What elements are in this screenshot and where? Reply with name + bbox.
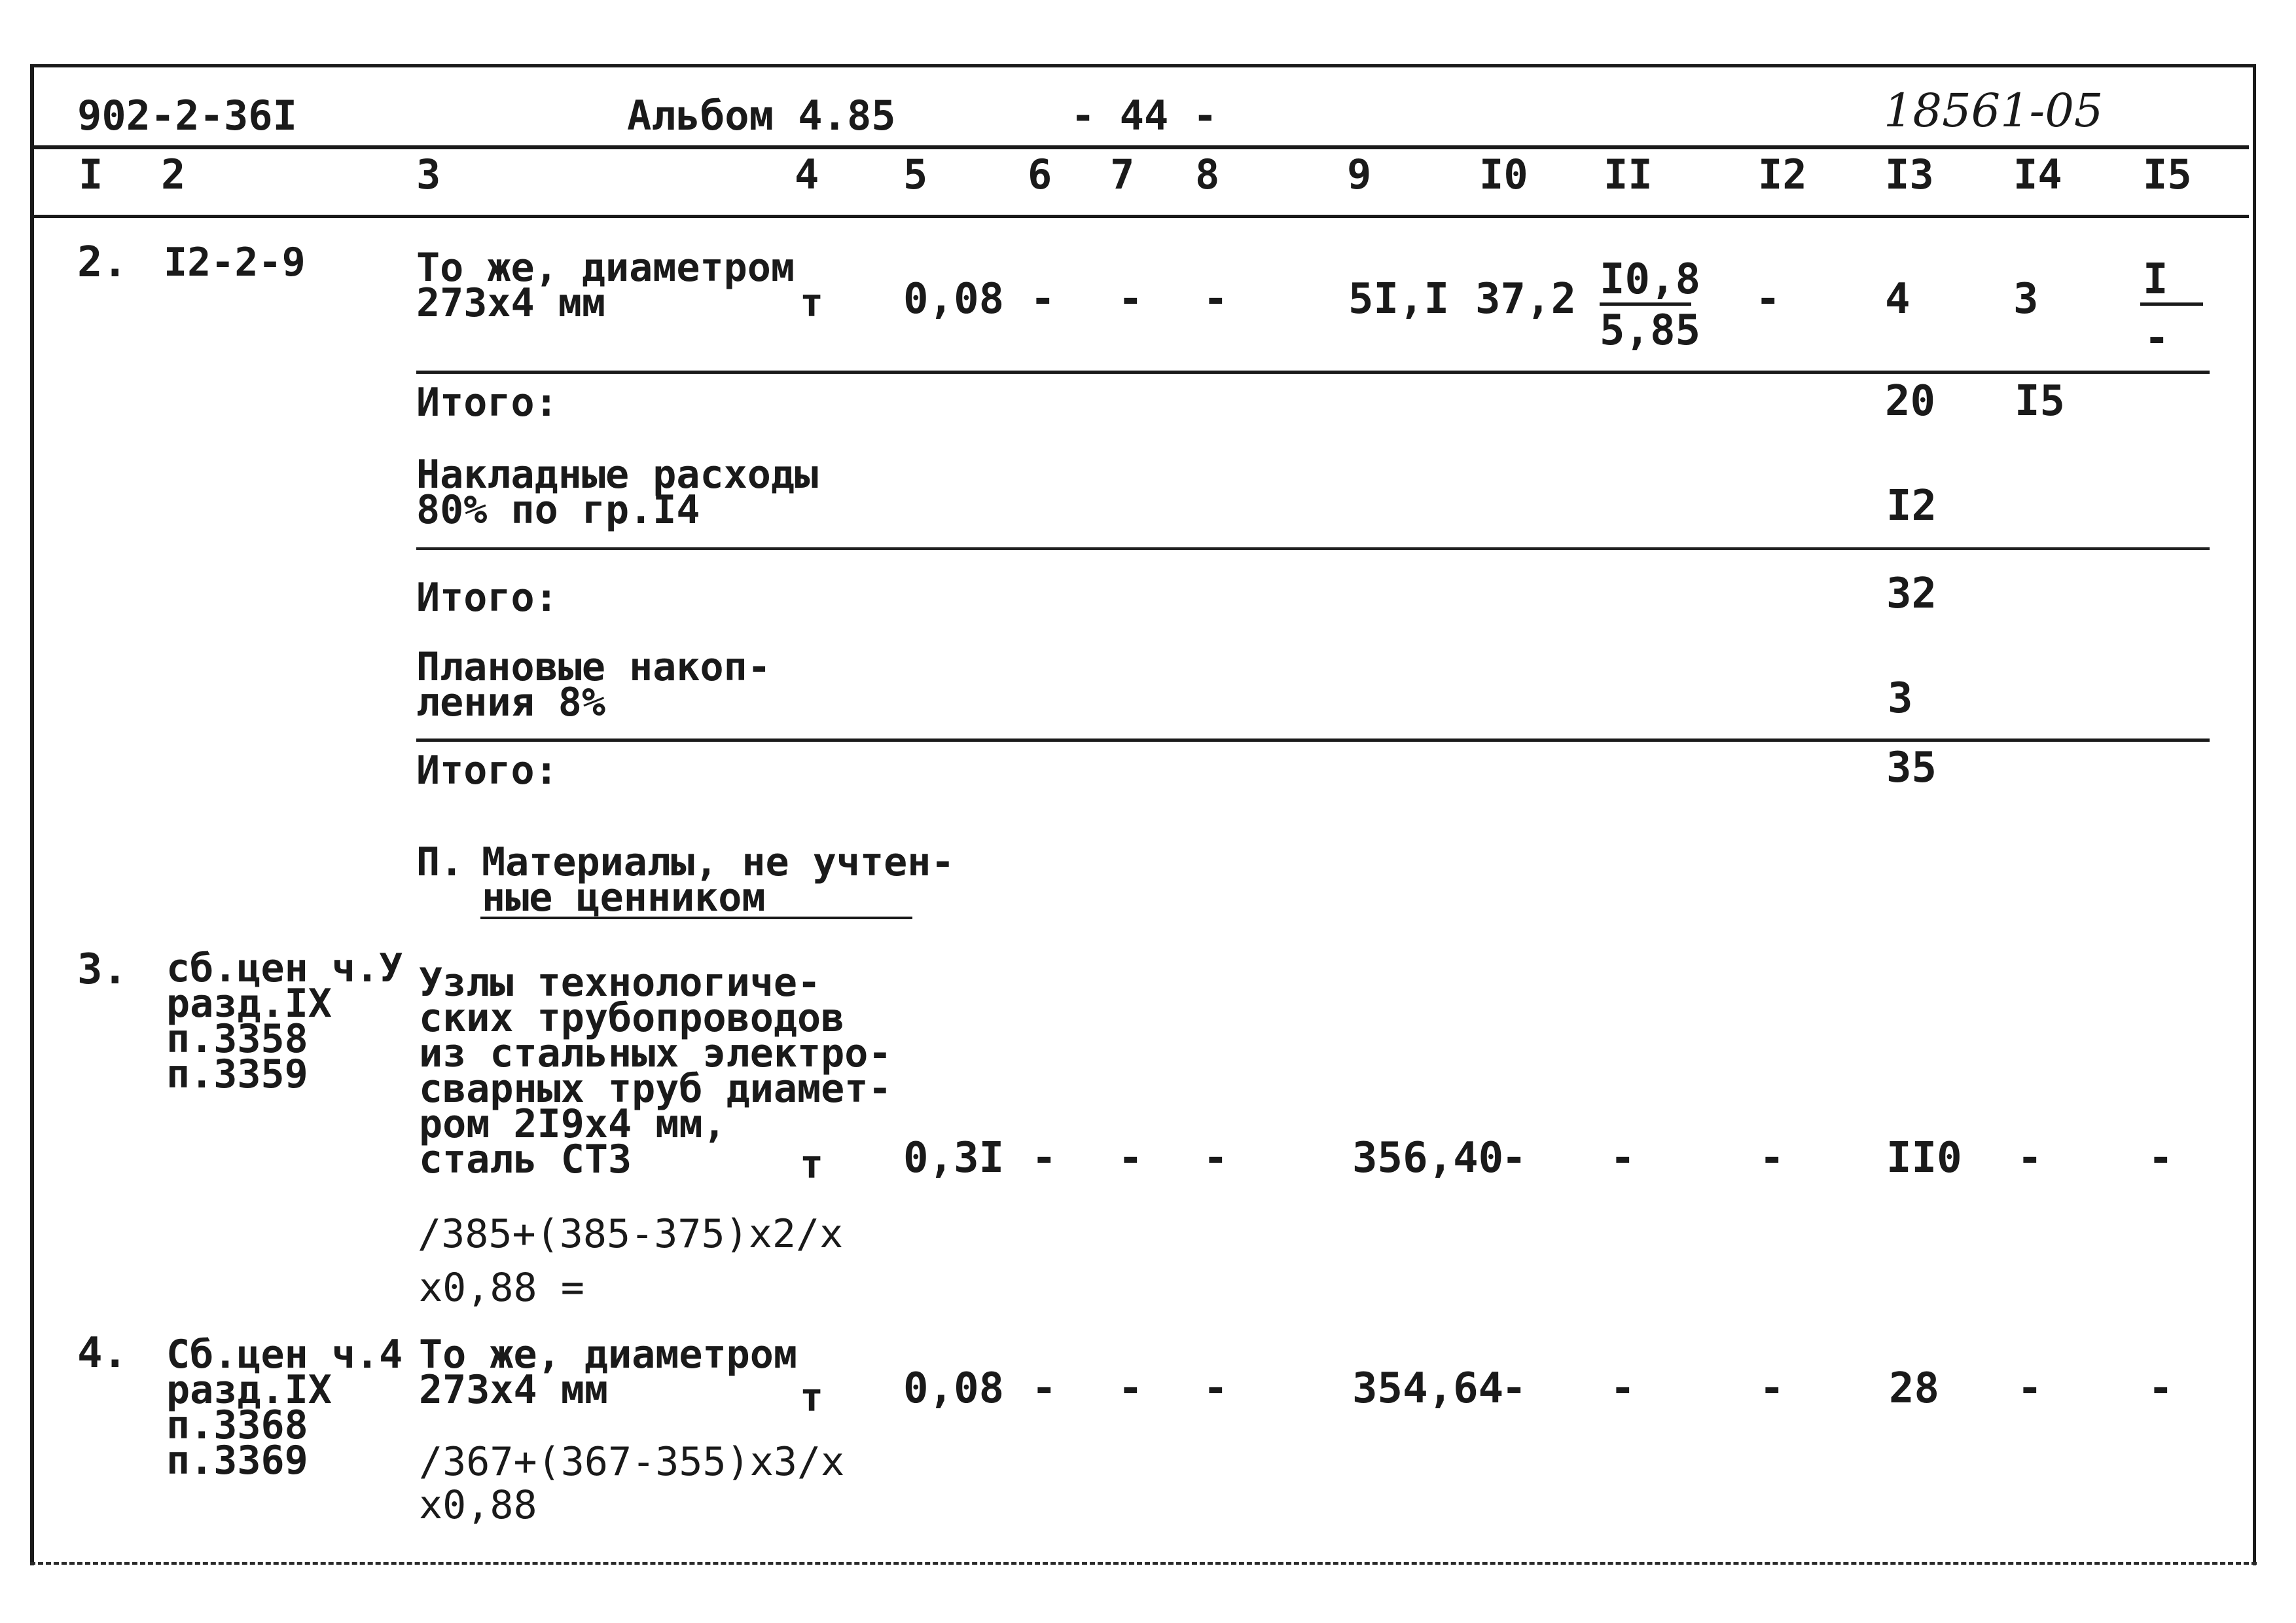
row-2-col14: 3 bbox=[2013, 275, 2039, 323]
row-2-col8: - bbox=[1203, 275, 1229, 323]
col-header-6: 6 bbox=[1028, 151, 1052, 198]
row-3-formula-line1: /385+(385-375)x2/x bbox=[418, 1211, 844, 1257]
section-2-prefix: П. bbox=[416, 839, 464, 885]
row-2-code: I2-2-9 bbox=[164, 240, 306, 285]
col-header-11: II bbox=[1604, 151, 1653, 198]
planned-col13: 3 bbox=[1888, 674, 1913, 723]
col-header-2: 2 bbox=[161, 151, 186, 198]
row-2-col15-bottom: - bbox=[2144, 314, 2170, 363]
row-2-col13: 4 bbox=[1885, 275, 1910, 323]
total-2-label: Итого: bbox=[416, 575, 558, 621]
overhead-label: Накладные расходы 80% по гр.I4 bbox=[416, 452, 819, 533]
col-header-10: I0 bbox=[1479, 151, 1528, 198]
row-3-col11: - bbox=[1610, 1134, 1636, 1182]
row-3-number: 3. bbox=[77, 945, 128, 994]
row-2-col15-fraction-bar bbox=[2140, 302, 2203, 306]
row-4-col6: - bbox=[1031, 1364, 1057, 1413]
divider-3 bbox=[416, 739, 2210, 742]
total-1-col13: 20 bbox=[1885, 377, 1936, 426]
handwritten-number: 18561-05 bbox=[1884, 84, 2104, 137]
col-header-3: 3 bbox=[416, 151, 441, 198]
row-4-col8: - bbox=[1203, 1364, 1229, 1413]
row-3-col15: - bbox=[2148, 1134, 2174, 1182]
row-4-unit: т bbox=[800, 1375, 824, 1421]
col-header-7: 7 bbox=[1110, 151, 1135, 198]
row-2-col12: - bbox=[1755, 275, 1781, 323]
row-3-description: Узлы технологиче- ских трубопроводов из стальных электро- сварных труб диамет- ром 2I9x4 мм, сталь СТ3 bbox=[419, 960, 892, 1182]
album-label: Альбом 4.85 bbox=[627, 92, 896, 139]
row-4-col11: - bbox=[1610, 1364, 1636, 1413]
planned-label: Плановые накоп- ления 8% bbox=[416, 644, 771, 725]
row-4-formula-line2: x0,88 bbox=[419, 1482, 537, 1528]
row-3-col7: - bbox=[1118, 1134, 1143, 1182]
row-4-description: То же, диаметром 273x4 мм bbox=[419, 1332, 797, 1413]
divider-2 bbox=[416, 547, 2210, 550]
row-2-number: 2. bbox=[77, 238, 128, 287]
doc-code: 902-2-36I bbox=[77, 92, 297, 139]
row-3-code: сб.цен ч.У разд.IX п.3358 п.3359 bbox=[166, 945, 403, 1097]
row-4-col15: - bbox=[2148, 1364, 2174, 1413]
row-3-col13: II0 bbox=[1886, 1134, 1962, 1182]
overhead-col13: I2 bbox=[1886, 482, 1937, 530]
row-3-col8: - bbox=[1203, 1134, 1229, 1182]
row-2-col11-fraction-bar bbox=[1600, 302, 1691, 306]
row-4-formula-line1: /367+(367-355)x3/x bbox=[419, 1439, 845, 1485]
col-header-9: 9 bbox=[1347, 151, 1372, 198]
row-2-col15-top: I bbox=[2143, 255, 2168, 304]
total-3-col13: 35 bbox=[1886, 744, 1937, 792]
section-2-title-line2: ные ценником bbox=[482, 875, 766, 921]
col-header-1: I bbox=[79, 151, 103, 198]
column-header-divider bbox=[34, 215, 2249, 218]
row-3-quantity: 0,3I bbox=[903, 1134, 1005, 1182]
row-2-col10: 37,2 bbox=[1475, 275, 1577, 323]
total-3-label: Итого: bbox=[416, 748, 558, 793]
col-header-14: I4 bbox=[2013, 151, 2062, 198]
col-header-4: 4 bbox=[795, 151, 819, 198]
row-3-col12: - bbox=[1759, 1134, 1785, 1182]
row-3-col14: - bbox=[2017, 1134, 2043, 1182]
row-2-description: То же, диаметром 273x4 мм bbox=[416, 245, 795, 326]
total-1-col14: I5 bbox=[2015, 377, 2066, 426]
row-2-unit: т bbox=[800, 280, 824, 326]
row-2-quantity: 0,08 bbox=[903, 275, 1005, 323]
col-header-8: 8 bbox=[1195, 151, 1220, 198]
row-4-col7: - bbox=[1118, 1364, 1143, 1413]
col-header-5: 5 bbox=[903, 151, 928, 198]
header-divider bbox=[34, 145, 2249, 149]
row-3-formula-line2: x0,88 = bbox=[419, 1265, 584, 1311]
col-header-12: I2 bbox=[1758, 151, 1807, 198]
row-2-col7: - bbox=[1118, 275, 1143, 323]
bottom-border bbox=[30, 1562, 2257, 1565]
row-2-col11-top: I0,8 bbox=[1600, 255, 1701, 304]
row-3-col6: - bbox=[1031, 1134, 1057, 1182]
row-4-col9: 354,64 bbox=[1352, 1364, 1504, 1413]
total-2-col13: 32 bbox=[1886, 570, 1937, 618]
row-4-col14: - bbox=[2017, 1364, 2043, 1413]
col-header-13: I3 bbox=[1885, 151, 1934, 198]
row-4-col10: - bbox=[1501, 1364, 1527, 1413]
page-number: - 44 - bbox=[1071, 92, 1217, 139]
row-3-col9: 356,40 bbox=[1352, 1134, 1504, 1182]
divider-1 bbox=[416, 371, 2210, 374]
section-2-title-line1: Материалы, не учтен- bbox=[482, 839, 955, 885]
row-3-col10: - bbox=[1501, 1134, 1527, 1182]
row-4-col13: 28 bbox=[1889, 1364, 1940, 1413]
total-1-label: Итого: bbox=[416, 380, 558, 426]
row-4-quantity: 0,08 bbox=[903, 1364, 1005, 1413]
row-4-col12: - bbox=[1759, 1364, 1785, 1413]
row-4-number: 4. bbox=[77, 1329, 128, 1377]
section-2-underline bbox=[480, 917, 912, 919]
row-3-unit: т bbox=[800, 1142, 824, 1188]
row-4-code: Сб.цен ч.4 разд.IX п.3368 п.3369 bbox=[166, 1332, 403, 1484]
row-2-col6: - bbox=[1030, 275, 1056, 323]
row-2-col11-bottom: 5,85 bbox=[1600, 306, 1701, 355]
col-header-15: I5 bbox=[2143, 151, 2192, 198]
row-2-col9: 5I,I bbox=[1348, 275, 1450, 323]
